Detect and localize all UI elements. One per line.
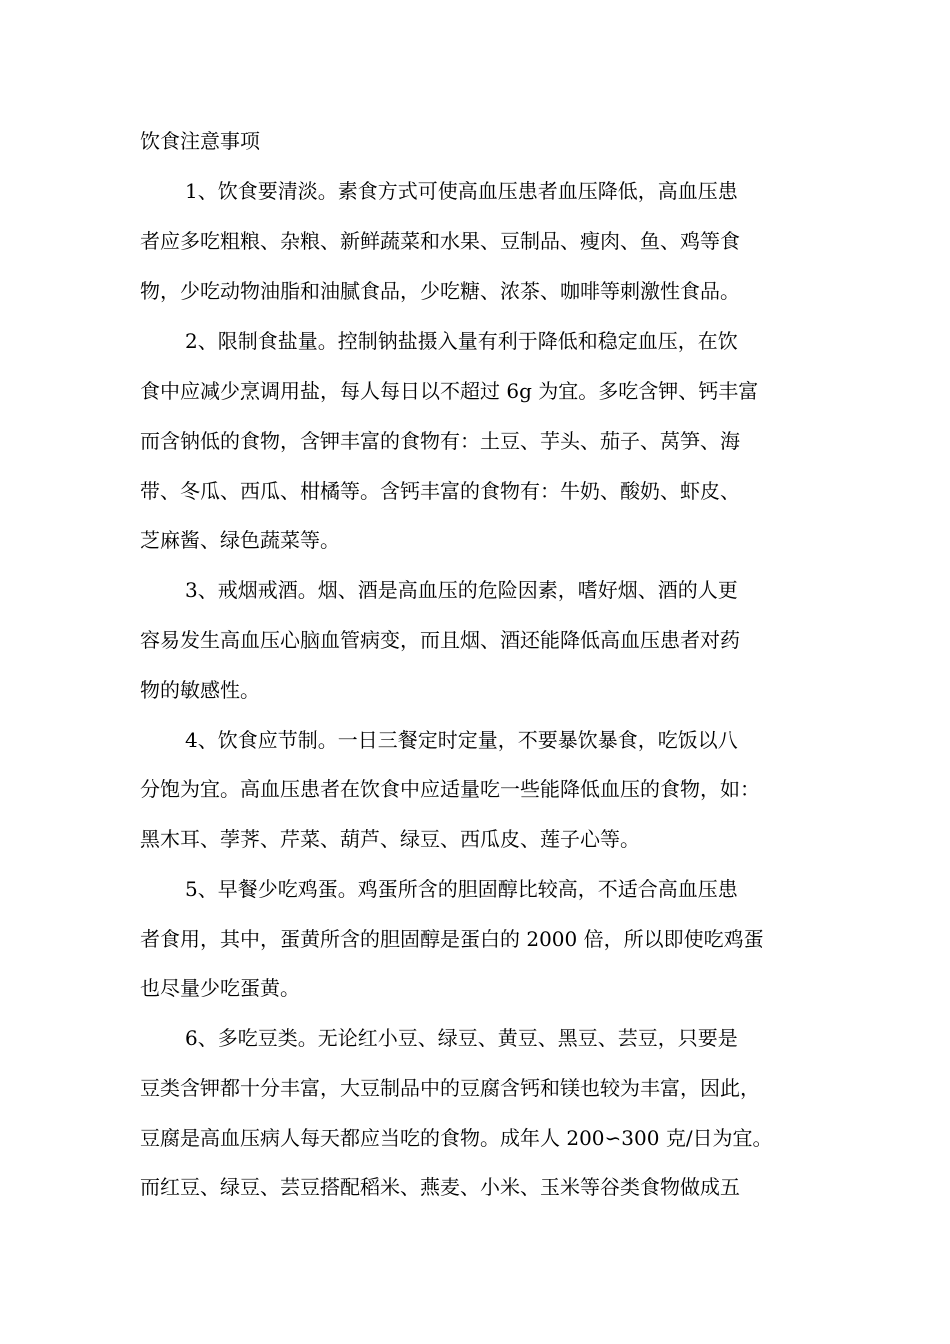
paragraph-line: 黑木耳、荸荠、芹菜、葫芦、绿豆、西瓜皮、莲子心等。	[140, 827, 640, 851]
paragraph-line: 豆腐是高血压病人每天都应当吃的食物。成年人 200∽300 克/日为宜。	[140, 1126, 773, 1150]
paragraph-line: 豆类含钾都十分丰富，大豆制品中的豆腐含钙和镁也较为丰富，因此，	[140, 1076, 760, 1100]
paragraph-line: 1、饮食要清淡。素食方式可使高血压患者血压降低，高血压患	[185, 179, 738, 203]
paragraph-line: 者应多吃粗粮、杂粮、新鲜蔬菜和水果、豆制品、瘦肉、鱼、鸡等食	[140, 229, 740, 253]
paragraph-line: 也尽量少吃蛋黄。	[140, 976, 300, 1000]
paragraph-line: 而含钠低的食物，含钾丰富的食物有：土豆、芋头、茄子、莴笋、海	[140, 429, 740, 453]
paragraph-line: 带、冬瓜、西瓜、柑橘等。含钙丰富的食物有：牛奶、酸奶、虾皮、	[140, 479, 740, 503]
paragraph-line: 5、早餐少吃鸡蛋。鸡蛋所含的胆固醇比较高，不适合高血压患	[185, 877, 738, 901]
paragraph-line: 者食用，其中，蛋黄所含的胆固醇是蛋白的 2000 倍，所以即使吃鸡蛋	[140, 927, 764, 951]
paragraph-line: 容易发生高血压心脑血管病变，而且烟、酒还能降低高血压患者对药	[140, 628, 740, 652]
document-title: 饮食注意事项	[140, 129, 260, 153]
paragraph-line: 6、多吃豆类。无论红小豆、绿豆、黄豆、黑豆、芸豆，只要是	[185, 1026, 738, 1050]
paragraph-line: 芝麻酱、绿色蔬菜等。	[140, 528, 340, 552]
paragraph-line: 物，少吃动物油脂和油腻食品，少吃糖、浓茶、咖啡等刺激性食品。	[140, 279, 740, 303]
paragraph-line: 4、饮食应节制。一日三餐定时定量，不要暴饮暴食，吃饭以八	[185, 728, 738, 752]
paragraph-line: 食中应减少烹调用盐，每人每日以不超过 6g 为宜。多吃含钾、钙丰富	[140, 379, 759, 403]
paragraph-line: 2、限制食盐量。控制钠盐摄入量有利于降低和稳定血压，在饮	[185, 329, 738, 353]
paragraph-line: 物的敏感性。	[140, 678, 260, 702]
paragraph-line: 分饱为宜。高血压患者在饮食中应适量吃一些能降低血压的食物，如：	[140, 777, 760, 801]
paragraph-line: 3、戒烟戒酒。烟、酒是高血压的危险因素，嗜好烟、酒的人更	[185, 578, 738, 602]
paragraph-line: 而红豆、绿豆、芸豆搭配稻米、燕麦、小米、玉米等谷类食物做成五	[140, 1175, 740, 1199]
